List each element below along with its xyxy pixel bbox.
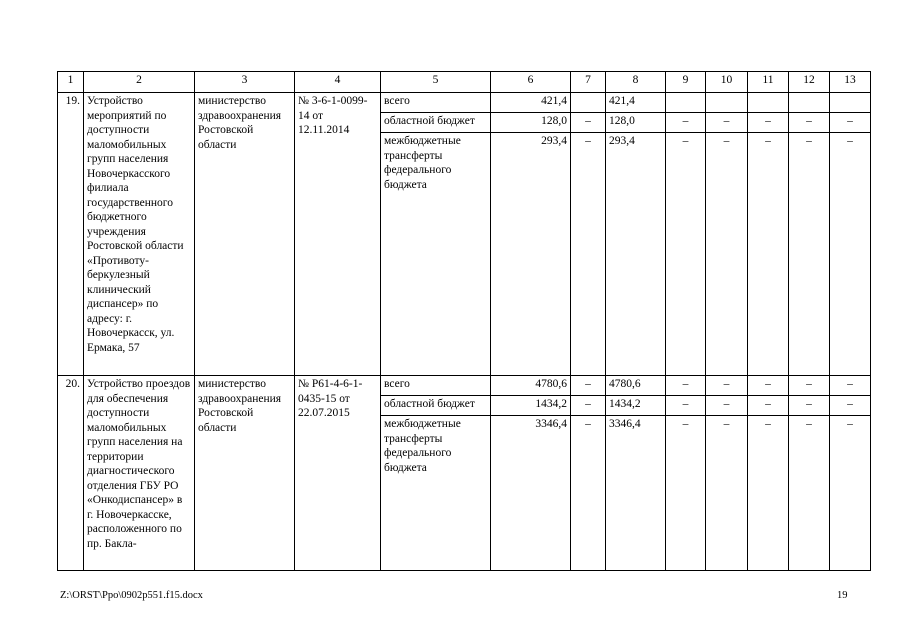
cell-c6: 421,4 xyxy=(491,93,571,113)
col-header: 6 xyxy=(491,72,571,93)
cell-c7: – xyxy=(571,113,606,133)
cell-c13 xyxy=(830,93,871,113)
row-number: 19. xyxy=(58,93,84,376)
col-header: 2 xyxy=(84,72,195,93)
cell-c8: 4780,6 xyxy=(606,376,666,396)
cell-c10: – xyxy=(706,113,748,133)
cell-c10: – xyxy=(706,376,748,396)
cell-c13: – xyxy=(830,133,871,376)
cell-c7: – xyxy=(571,416,606,571)
budget-table xyxy=(57,71,871,571)
funding-label: межбюджетные трансферты федерального бюджета xyxy=(381,416,491,571)
cell-c6: 4780,6 xyxy=(491,376,571,396)
cell-c7 xyxy=(571,93,606,113)
funding-label: межбюджетные трансферты федерального бюджета xyxy=(381,133,491,376)
col-header: 8 xyxy=(606,72,666,93)
cell-c7: – xyxy=(571,376,606,396)
project-title: Устройство проездов для обеспечения доступности маломобильных групп населения на территории диагностического отделения ГБУ РО «Онкодиспансер» в г. Новочеркасске, расположенного по пр. Бакла- xyxy=(84,376,195,571)
col-header: 3 xyxy=(195,72,295,93)
cell-c10: – xyxy=(706,416,748,571)
cell-c6: 128,0 xyxy=(491,113,571,133)
cell-c13: – xyxy=(830,396,871,416)
organization: министерство здравоохранения Ростовской области xyxy=(195,376,295,571)
col-header: 4 xyxy=(295,72,381,93)
cell-c7: – xyxy=(571,133,606,376)
cell-c9: – xyxy=(666,113,706,133)
cell-c11 xyxy=(748,93,789,113)
cell-c6: 3346,4 xyxy=(491,416,571,571)
col-header: 13 xyxy=(830,72,871,93)
cell-c10: – xyxy=(706,133,748,376)
row-number: 20. xyxy=(58,376,84,571)
funding-label: всего xyxy=(381,93,491,113)
footer-page-number: 19 xyxy=(837,590,848,601)
cell-c8: 128,0 xyxy=(606,113,666,133)
cell-c12 xyxy=(789,93,830,113)
cell-c10: – xyxy=(706,396,748,416)
cell-c9: – xyxy=(666,416,706,571)
cell-c13: – xyxy=(830,376,871,396)
funding-label: всего xyxy=(381,376,491,396)
cell-c11: – xyxy=(748,416,789,571)
document-ref: № Р61-4-6-1-0435-15 от 22.07.2015 xyxy=(295,376,381,571)
cell-c13: – xyxy=(830,416,871,571)
document-ref: № 3-6-1-0099-14 от 12.11.2014 xyxy=(295,93,381,376)
cell-c12: – xyxy=(789,376,830,396)
col-header: 12 xyxy=(789,72,830,93)
cell-c10 xyxy=(706,93,748,113)
cell-c6: 1434,2 xyxy=(491,396,571,416)
col-header: 9 xyxy=(666,72,706,93)
table-row xyxy=(58,93,871,113)
header-row xyxy=(58,72,871,93)
cell-c11: – xyxy=(748,133,789,376)
cell-c12: – xyxy=(789,133,830,376)
cell-c11: – xyxy=(748,396,789,416)
cell-c8: 1434,2 xyxy=(606,396,666,416)
cell-c12: – xyxy=(789,113,830,133)
cell-c8: 421,4 xyxy=(606,93,666,113)
cell-c9: – xyxy=(666,376,706,396)
cell-c9: – xyxy=(666,133,706,376)
cell-c13: – xyxy=(830,113,871,133)
cell-c7: – xyxy=(571,396,606,416)
funding-label: областной бюджет xyxy=(381,113,491,133)
col-header: 1 xyxy=(58,72,84,93)
col-header: 10 xyxy=(706,72,748,93)
col-header: 11 xyxy=(748,72,789,93)
funding-label: областной бюджет xyxy=(381,396,491,416)
footer-file-path: Z:\ORST\Ppo\0902p551.f15.docx xyxy=(60,590,203,601)
cell-c9: – xyxy=(666,396,706,416)
cell-c12: – xyxy=(789,396,830,416)
organization: министерство здравоохранения Ростовской области xyxy=(195,93,295,376)
cell-c11: – xyxy=(748,113,789,133)
cell-c9 xyxy=(666,93,706,113)
cell-c6: 293,4 xyxy=(491,133,571,376)
col-header: 5 xyxy=(381,72,491,93)
project-title: Устройство мероприятий по доступности маломобильных групп населения Новочеркасского филиала государственного бюджетного учреждения Ростовской области «Противоту-беркулезный клинический диспансер» по адресу: г. Новочеркасск, ул. Ермака, 57 xyxy=(84,93,195,376)
cell-c12: – xyxy=(789,416,830,571)
table-row xyxy=(58,376,871,396)
col-header: 7 xyxy=(571,72,606,93)
cell-c8: 3346,4 xyxy=(606,416,666,571)
cell-c8: 293,4 xyxy=(606,133,666,376)
cell-c11: – xyxy=(748,376,789,396)
